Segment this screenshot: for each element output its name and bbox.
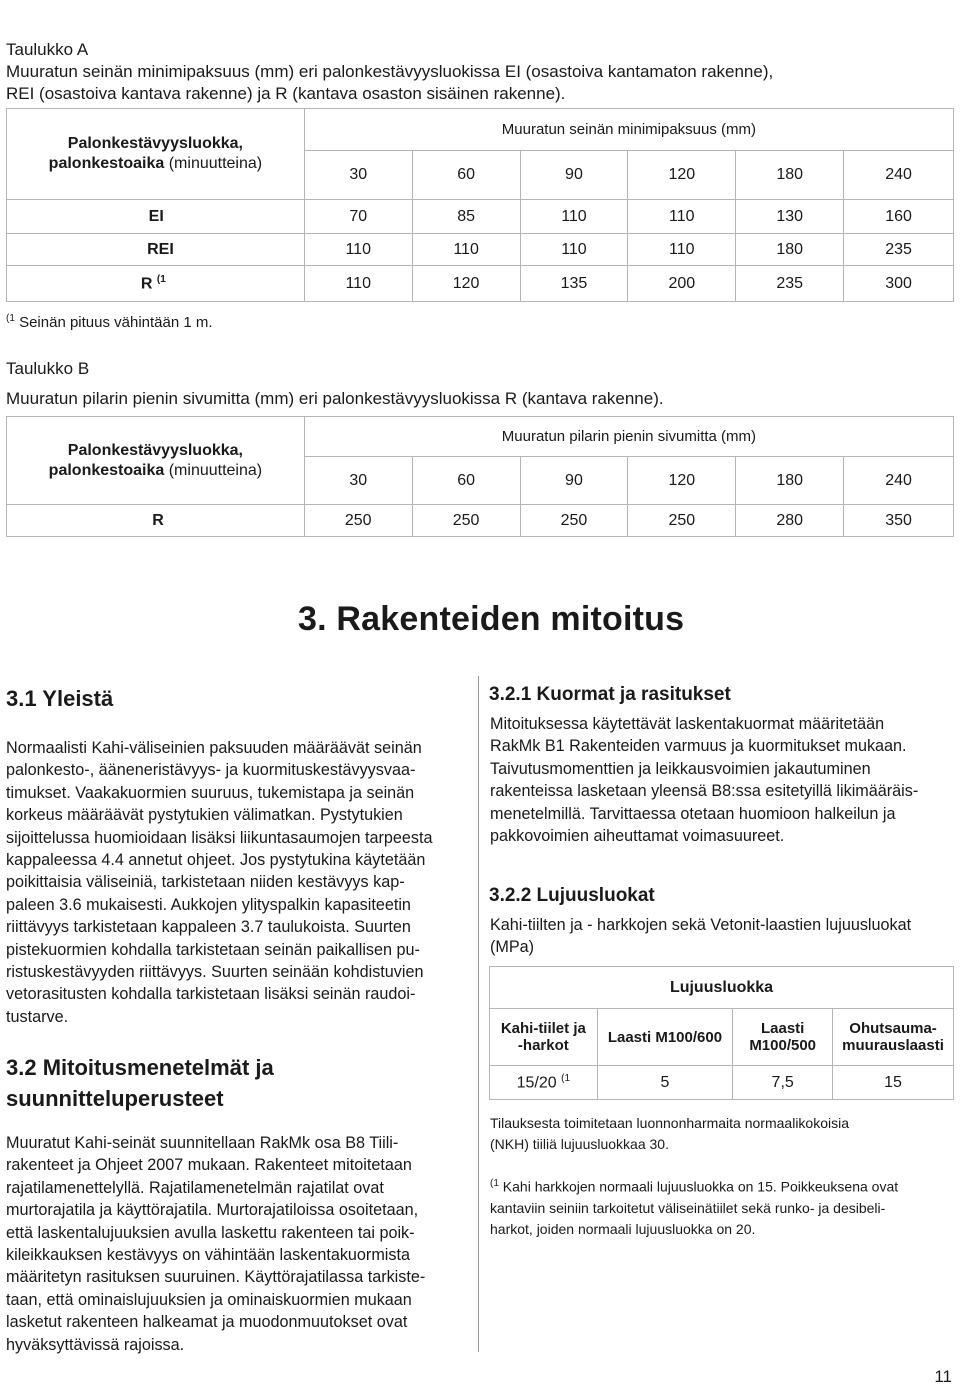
table-cell: 300 <box>844 266 954 302</box>
table-a-class-header: Palonkestävyysluokka, palonkestoaika (minuutteina) <box>7 109 305 200</box>
table-cell: 110 <box>304 266 412 302</box>
table-cell: 85 <box>412 200 520 234</box>
page-number: 11 <box>934 1367 952 1386</box>
table-row <box>7 266 954 302</box>
table-b-measure-header: Muuratun pilarin pienin sivumitta (mm) <box>304 417 953 457</box>
table-cell: 160 <box>844 200 954 234</box>
table-cell: 110 <box>520 200 628 234</box>
row-label: REI <box>7 234 305 266</box>
table-cell: 110 <box>628 234 736 266</box>
duration-cell: 120 <box>628 457 736 505</box>
section-3-2-2-body: Kahi-tiilten ja - harkkojen sekä Vetonit-laastien lujuusluokat (MPa) <box>490 916 912 957</box>
section-3-2-heading: 3.2 Mitoitusmenetelmät ja suunnitteluperusteet <box>6 1055 274 1111</box>
table-a <box>6 108 954 302</box>
duration-cell: 180 <box>736 151 844 200</box>
table-cell: 235 <box>736 266 844 302</box>
row-label: R <box>7 505 305 537</box>
duration-cell: 60 <box>412 151 520 200</box>
section-3-1-heading: 3.1 Yleistä <box>6 686 114 711</box>
duration-cell: 90 <box>520 457 628 505</box>
table-cell: 110 <box>412 234 520 266</box>
table-cell: 15 <box>833 1066 954 1100</box>
table-cell: 110 <box>304 234 412 266</box>
duration-cell: 240 <box>844 151 954 200</box>
table-cell: 5 <box>597 1066 733 1100</box>
table-a-title: Taulukko A <box>6 40 89 59</box>
table-b-title: Taulukko B <box>6 359 90 378</box>
table-row <box>7 505 954 537</box>
duration-cell: 120 <box>628 151 736 200</box>
strength-col-header: Laasti M100/600 <box>597 1009 733 1066</box>
table-cell: 250 <box>520 505 628 537</box>
table-a-footnote: $^{(1}$ Seinän pituus vähintään 1 m. <box>6 313 213 331</box>
chapter-title: 3. Rakenteiden mitoitus <box>298 600 685 638</box>
duration-cell: 30 <box>304 151 412 200</box>
table-cell: 350 <box>844 505 954 537</box>
column-divider <box>478 676 479 1352</box>
duration-cell: 30 <box>304 457 412 505</box>
section-3-2-1-body: Mitoituksessa käytettävät laskentakuormat määritetään RakMk B1 Rakenteiden varmuus ja kuormitukset mukaan. Taivutusmomenttien ja leikkausvoimien jakautuminen rakenteissa lasketaan yleensä B8:ssa esitetyillä likimääräis- menetelmillä. Tarvittaessa otetaan huomioon halkeilun ja pakkovoimien aiheuttamat voimasuureet. <box>490 715 919 846</box>
table-cell: 250 <box>628 505 736 537</box>
section-3-2-1-heading: 3.2.1 Kuormat ja rasitukset <box>489 684 731 705</box>
table-a-measure-header: Muuratun seinän minimipaksuus (mm) <box>304 109 953 151</box>
table-cell: 250 <box>304 505 412 537</box>
duration-cell: 240 <box>844 457 954 505</box>
table-cell: 110 <box>628 200 736 234</box>
duration-cell: 180 <box>736 457 844 505</box>
table-cell: 15/20 $^{(1}$ <box>490 1066 598 1100</box>
table-cell: 200 <box>628 266 736 302</box>
table-cell: 280 <box>736 505 844 537</box>
row-label: EI <box>7 200 305 234</box>
table-cell: 7,5 <box>733 1066 833 1100</box>
table-cell: 70 <box>304 200 412 234</box>
table-b-class-header: Palonkestävyysluokka, palonkestoaika (minuutteina) <box>7 417 305 505</box>
section-3-1-body: Normaalisti Kahi-väliseinien paksuuden määräävät seinän palonkesto-, ääneneristävyys- ja kuormituskestävyysvaa- timukset. Vaakakuormien suuruus, tukemistapa ja seinän korkeus määräävät pystytukien välimatkan. Pystytukien sijoittelussa huomioidaan lisäksi liikuntasaumojen tarpeesta kappaleessa 4.4 annetut ohjeet. Jos pystytukina käytetään poikittaisia väliseiniä, tarkistetaan niiden kestävyys kap- paleen 3.6 mukaisesti. Aukkojen ylityspalkin kapasiteetin riittävyys tarkistetaan kappaleen 3.7 taulukoista. Suurten pistekuormien kohdalla tarkistetaan seinän paikallisen pu- ristuskestävyyden riittävyys. Suurten seinään kohdistuvien vetorasitusten kohdalla tarkistetaan lisäksi seinän raudoi- tustarve. <box>6 739 433 1026</box>
duration-cell: 60 <box>412 457 520 505</box>
table-row <box>7 200 954 234</box>
table-cell: 250 <box>412 505 520 537</box>
table-a-desc-line: Muuratun seinän minimipaksuus (mm) eri palonkestävyysluokissa EI (osastoiva kantamaton rakenne), <box>6 62 774 81</box>
table-cell: 130 <box>736 200 844 234</box>
duration-cell: 90 <box>520 151 628 200</box>
strength-table <box>489 966 954 1100</box>
table-cell: 180 <box>736 234 844 266</box>
table-cell: 135 <box>520 266 628 302</box>
section-3-2-body: Muuratut Kahi-seinät suunnitellaan RakMk osa B8 Tiili- rakenteet ja Ohjeet 2007 mukaan. Rakenteet mitoitetaan rajatilamenettelyllä. Rajatilamenetelmän rajatilat ovat murtorajatila ja käyttörajatila. Murtorajatiloissa osoitetaan, että laskentalujuuksien avulla laskettu rakenteen tai poik- kileikkauksen kestävyys on vähintään laskentakuormista määritetyn rasituksen suuruinen. Käyttörajatilassa tarkiste- taan, että ominaislujuuksien ja ominaiskuormien mukaan lasketut rakenteen halkeamat ja muodonmuutokset ovat hyväksyttävissä rajoissa. <box>6 1134 426 1354</box>
strength-table-header: Lujuusluokka <box>490 967 954 1009</box>
table-cell: 235 <box>844 234 954 266</box>
strength-footnote: $^{(1}$ Kahi harkkojen normaali lujuusluokka on 15. Poikkeuksena ovat kantaviin seiniin tarkoitetut väliseinätiilet sekä runko- ja desibeli- harkot, joiden normaali lujuusluokka on 20. <box>490 1178 899 1237</box>
strength-col-header: Ohutsauma- muurauslaasti <box>833 1009 954 1066</box>
strength-col-header: Kahi-tiilet ja -harkot <box>490 1009 598 1066</box>
table-cell: 120 <box>412 266 520 302</box>
table-b-desc: Muuratun pilarin pienin sivumitta (mm) eri palonkestävyysluokissa R (kantava rakenne). <box>6 389 664 408</box>
section-3-2-2-heading: 3.2.2 Lujuusluokat <box>489 885 655 906</box>
table-b <box>6 416 954 537</box>
strength-note: Tilauksesta toimitetaan luonnonharmaita normaalikokoisia (NKH) tiiliä lujuusluokkaa 30. <box>490 1115 850 1152</box>
row-label: R $^{(1}$ <box>7 266 305 302</box>
table-a-caption <box>6 39 946 105</box>
table-cell: 110 <box>520 234 628 266</box>
table-row <box>7 234 954 266</box>
strength-col-header: Laasti M100/500 <box>733 1009 833 1066</box>
table-a-desc-line: REI (osastoiva kantava rakenne) ja R (kantava osaston sisäinen rakenne). <box>6 84 566 103</box>
table-row <box>490 1066 954 1100</box>
